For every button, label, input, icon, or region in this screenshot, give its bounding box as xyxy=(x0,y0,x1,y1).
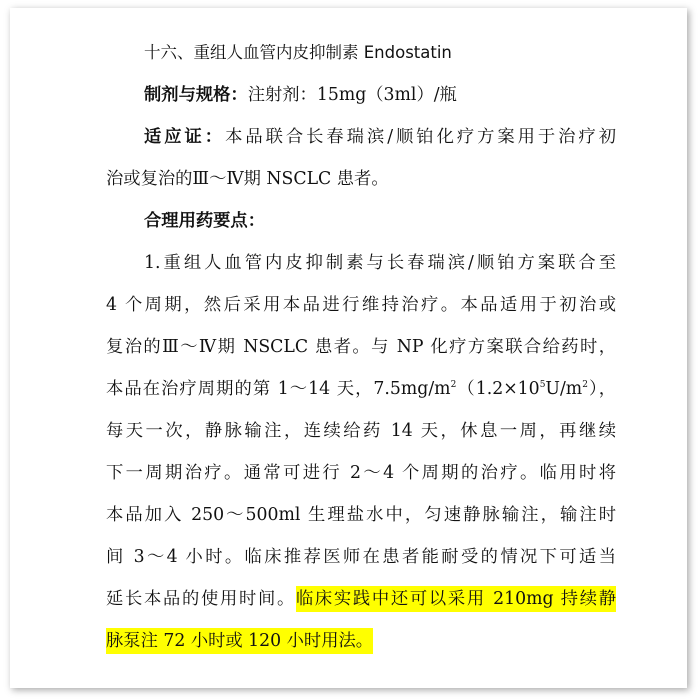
highlighted-text-2: 脉泵注 72 小时或 120 小时用法。 xyxy=(106,628,373,654)
point1-line-5: 每天一次，静脉输注，连续给药 14 天，休息一周，再继续 xyxy=(106,421,616,441)
indication-line-1 xyxy=(106,116,616,158)
specification-text: 注射剂：15mg（3ml）/瓶 xyxy=(247,85,457,105)
specification-label: 制剂与规格： xyxy=(144,85,248,105)
section-heading: 十六、重组人血管内皮抑制素 Endostatin xyxy=(144,43,452,62)
dose-text-d: ）， xyxy=(587,379,616,399)
point1-line-2: 4 个周期，然后采用本品进行维持治疗。本品适用于初治或 xyxy=(106,295,616,315)
indication-text-1: 本品联合长春瑞滨/顺铂化疗方案用于治疗初 xyxy=(225,127,616,147)
point1-line-10 xyxy=(106,620,616,662)
specification-line xyxy=(106,74,616,116)
document-body xyxy=(106,32,616,662)
plain-text: 延长本品的使用时间。 xyxy=(106,589,296,609)
dose-text-c: U/m xyxy=(545,379,583,399)
dose-sup-1: 2 xyxy=(450,380,457,391)
point1-line-9 xyxy=(106,578,616,620)
point1-line-8: 间 3～4 小时。临床推荐医师在患者能耐受的情况下可适当 xyxy=(106,547,616,567)
point1-line-7: 本品加入 250～500ml 生理盐水中，匀速静脉输注，输注时 xyxy=(106,505,616,525)
dose-sup-2: 5 xyxy=(539,380,546,391)
dose-text-b: （1.2×10 xyxy=(456,379,540,399)
point1-line-1: 1.重组人血管内皮抑制素与长春瑞滨/顺铂方案联合至 xyxy=(144,253,616,273)
point1-line-3: 复治的Ⅲ～Ⅳ期 NSCLC 患者。与 NP 化疗方案联合给药时， xyxy=(106,337,616,357)
point1-line-6: 下一周期治疗。通常可进行 2～4 个周期的治疗。临用时将 xyxy=(106,463,616,483)
dose-sup-3: 2 xyxy=(582,380,588,391)
point1-line-4 xyxy=(106,368,616,410)
dose-text-a: 本品在治疗周期的第 1～14 天，7.5mg/m xyxy=(106,379,451,399)
indication-line-2: 治或复治的Ⅲ～Ⅳ期 NSCLC 患者。 xyxy=(106,169,389,189)
highlighted-text-1: 临床实践中还可以采用 210mg 持续静 xyxy=(296,586,616,612)
document-page xyxy=(10,8,687,688)
indication-label: 适应证： xyxy=(144,127,226,147)
rational-use-heading: 合理用药要点： xyxy=(144,211,265,231)
